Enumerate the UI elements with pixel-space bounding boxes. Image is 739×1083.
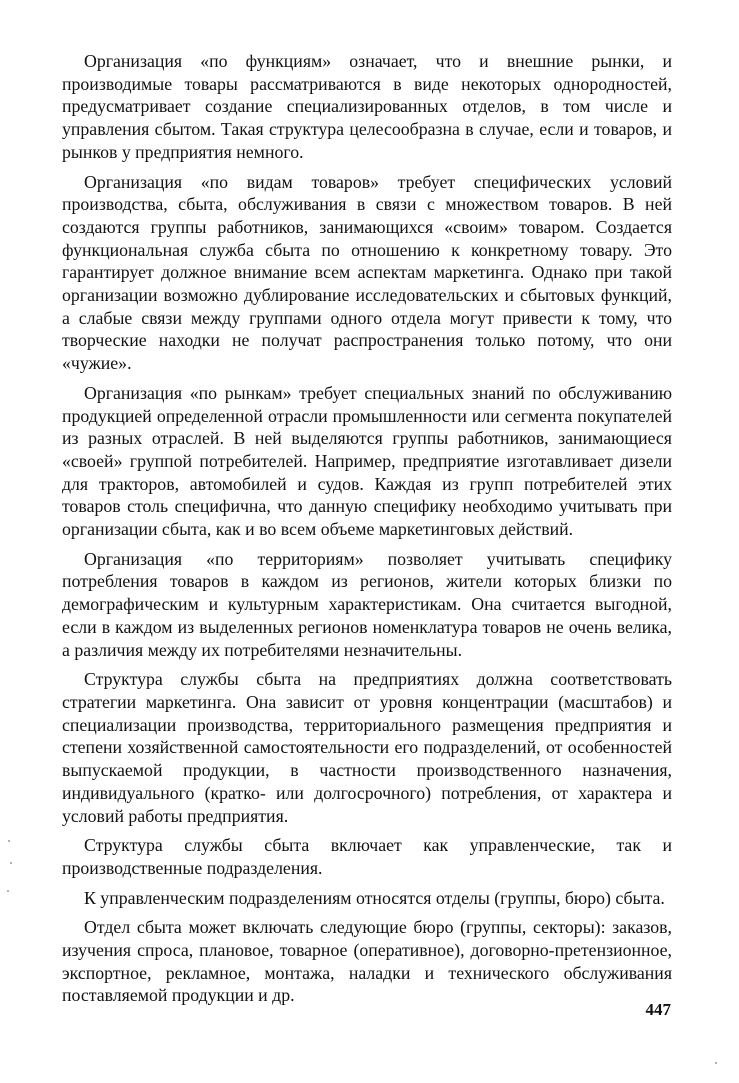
paragraph-sales-department: Отдел сбыта может включать следующие бюро (группы, секторы): заказов, изучения спроса, плановое, товарное (оперативное), договорно-претензионное, экспортное, рекламное, монтажа, наладки и технического обслуживания поставляемой продукции и др.: [62, 917, 672, 1006]
paragraph-structure-units: Структура службы сбыта включает как управленческие, так и производственные подразделения.: [62, 835, 672, 878]
page-number: 447: [645, 1000, 671, 1019]
paragraph-territories: Организация «по территориям» позволяет учитывать специфику потребления товаров в каждом из регионов, жители которых близки по демографическим и культурным характеристикам. Она считается выгодной, если в каждом из выделенных регионов номенклатура товаров не очень велика, а различия между их потребителями незначительны.: [62, 548, 672, 660]
scan-speck: [715, 1062, 717, 1064]
scan-speck: [8, 840, 10, 842]
paragraph-functions: Организация «по функциям» означает, что и внешние рынки, и производимые товары рассматриваются в виде некоторых однородностей, предусматривает создание специализированных отделов, в том числе и управления сбытом. Такая структура целесообразна в случае, если и товаров, и рынков у предприятия немного.: [62, 51, 672, 162]
scan-speck: [7, 890, 9, 892]
body-text: [62, 50, 672, 1014]
paragraph-markets: Организация «по рынкам» требует специальных знаний по обслуживанию продукцией определенной отрасли промышленности или сегмента покупателей из разных отраслей. В ней выделяются группы работников, занимающиеся «своей» группой потребителей. Например, предприятие изготавливает дизели для тракторов, автомобилей и судов. Каждая из групп потребителей этих товаров столь специфична, что данную специфику необходимо учитывать при организации сбыта, как и во всем объеме маркетинговых действий.: [62, 382, 672, 540]
paragraph-management-units: К управленческим подразделениям относятся отделы (группы, бюро) сбыта.: [84, 887, 665, 908]
scan-speck: [10, 862, 12, 864]
paragraph-structure: Структура службы сбыта на предприятиях должна соответствовать стратегии маркетинга. Она зависит от уровня концентрации (масштабов) и специализации производства, территориального размещения предприятия и степени хозяйственной самостоятельности его подразделений, от особенностей выпускаемой продукции, в частности производственного назначения, индивидуального (кратко- или долгосрочного) потребления, от характера и условий работы предприятия.: [62, 669, 672, 826]
paragraph-products: Организация «по видам товаров» требует специфических условий производства, сбыта, обслуживания в связи с множеством товаров. В ней создаются группы работников, занимающихся «своим» товаром. Создается функциональная служба сбыта по отношению к конкретному товару. Это гарантирует должное внимание всем аспектам маркетинга. Однако при такой организации возможно дублирование исследовательских и сбытовых функций, а слабые связи между группами одного отдела могут привести к тому, что творческие находки не получат распространения только потому, что они «чужие».: [62, 171, 672, 374]
